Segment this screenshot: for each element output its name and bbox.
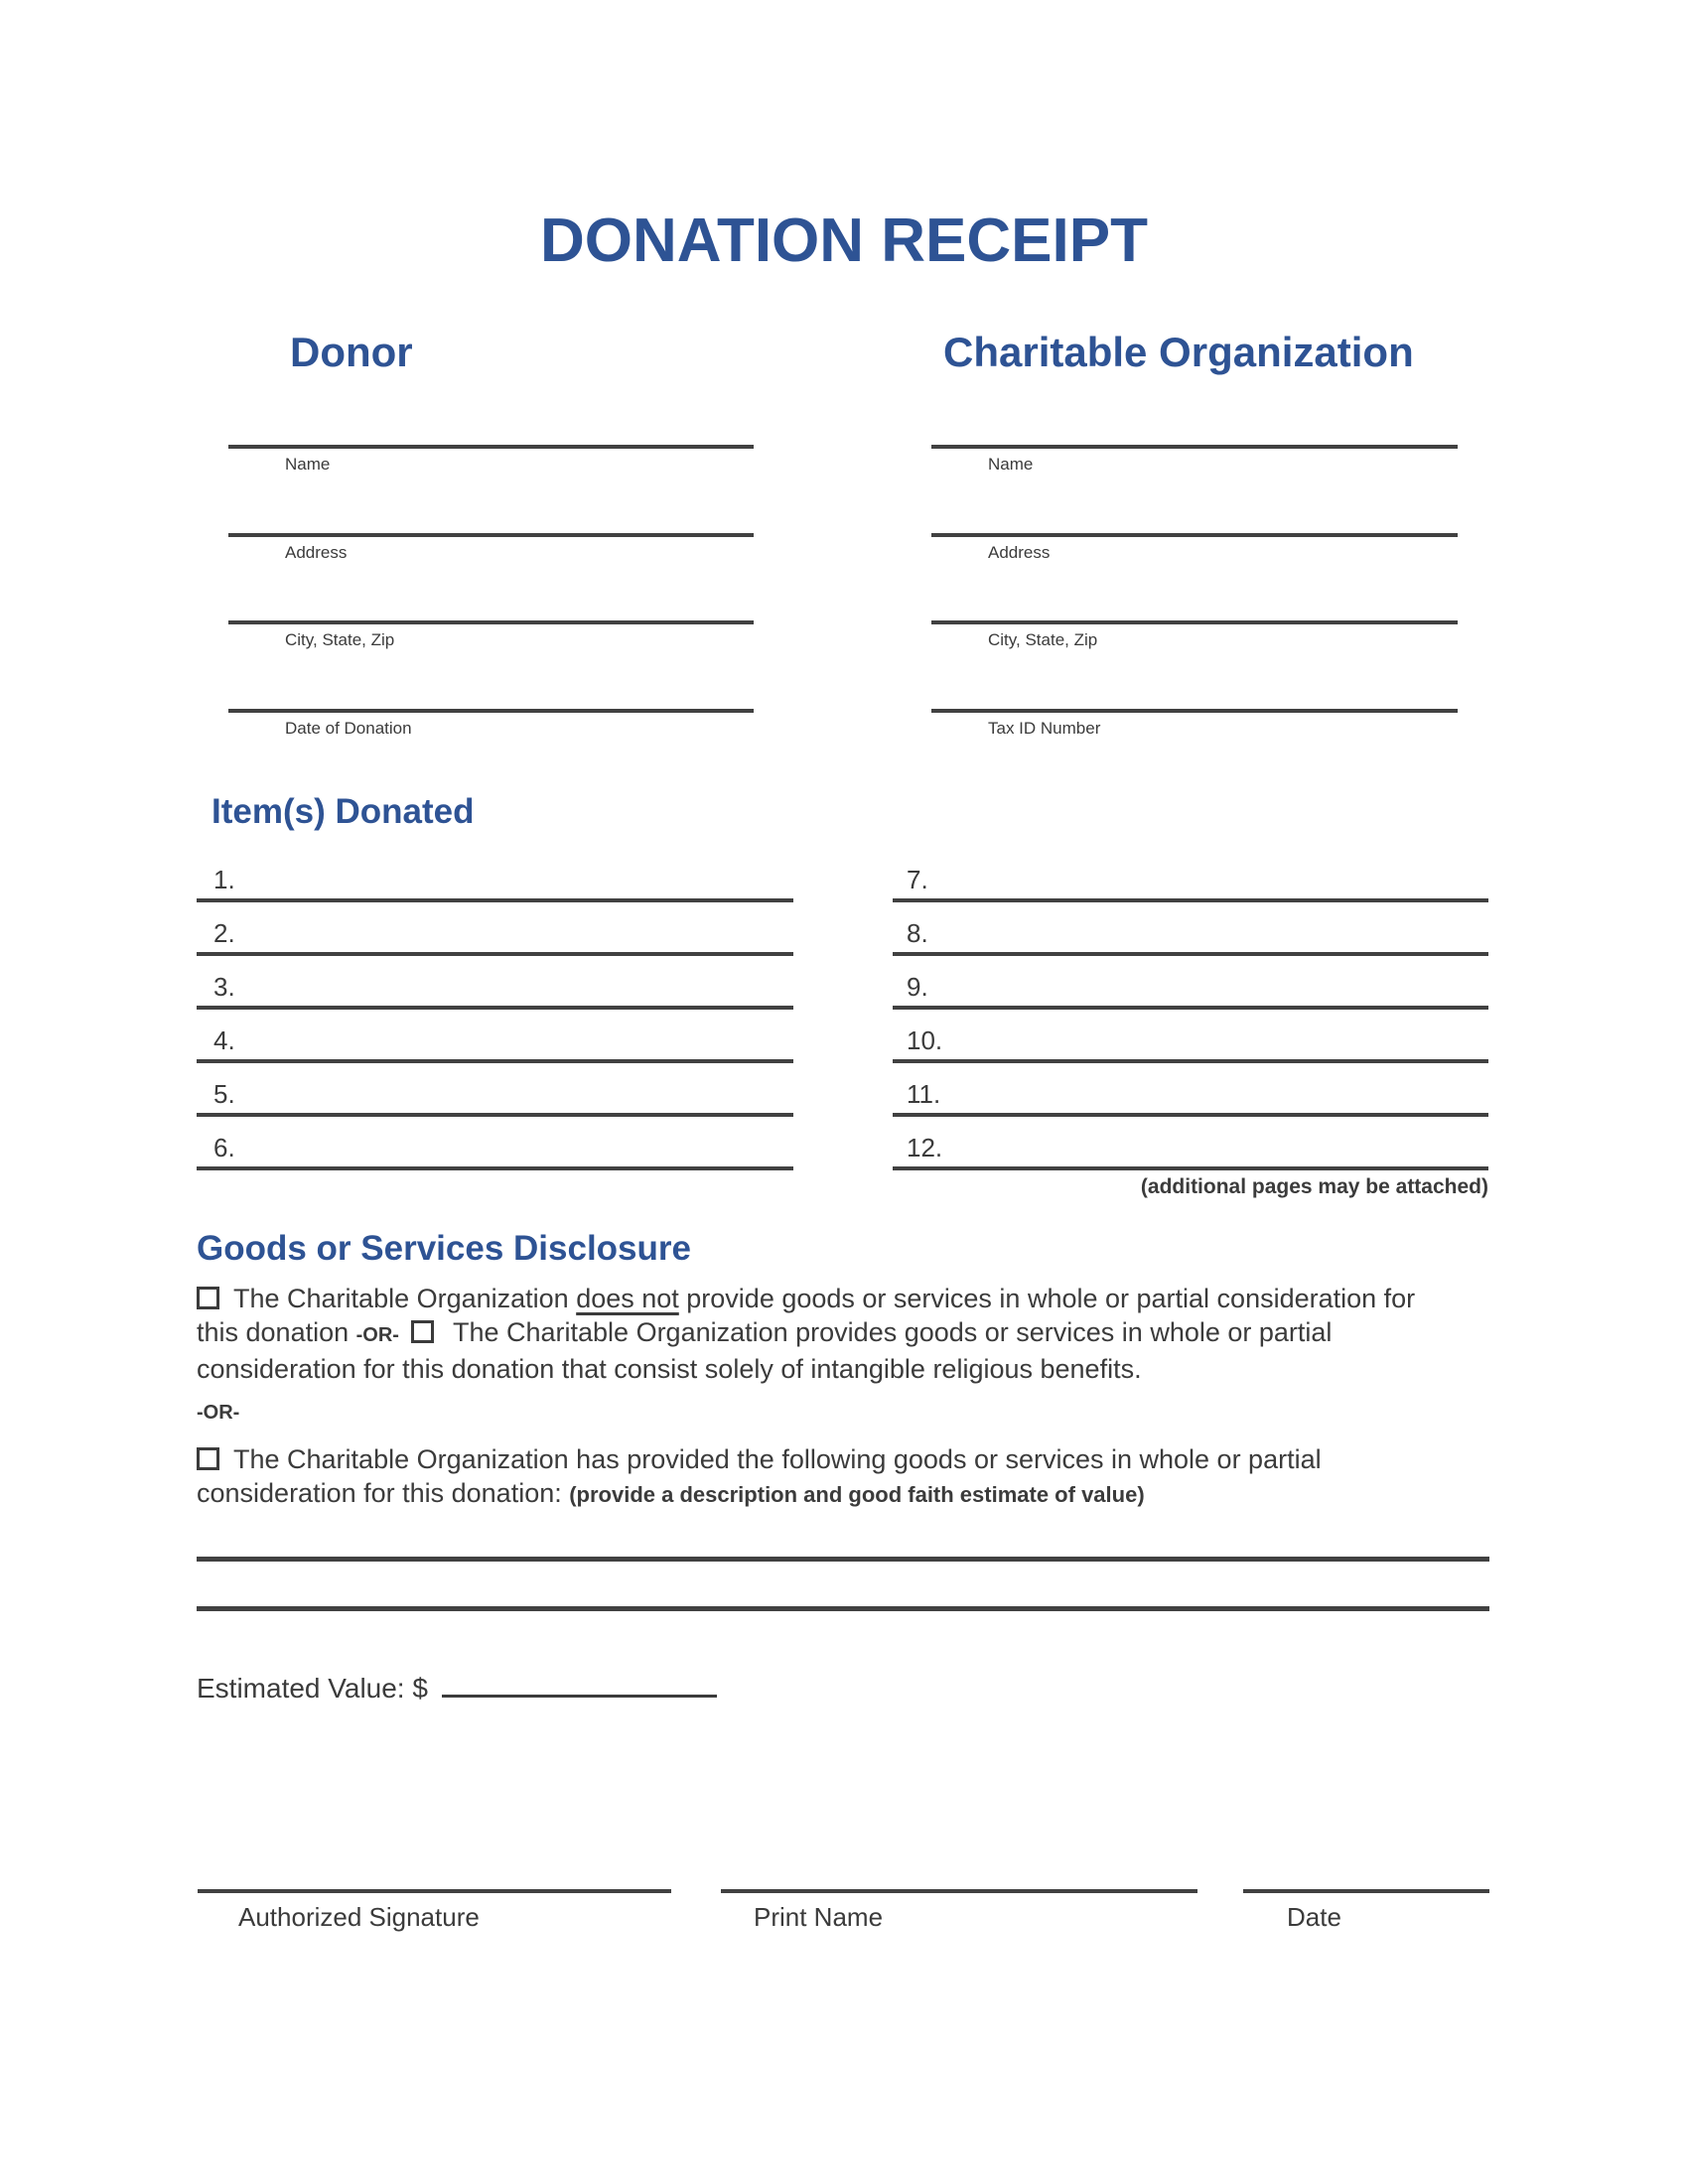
- org-city-state-zip-line[interactable]: [931, 620, 1458, 624]
- org-name-line[interactable]: [931, 445, 1458, 449]
- page-title: DONATION RECEIPT: [540, 206, 1148, 275]
- description-line-1[interactable]: [197, 1557, 1489, 1562]
- donor-address-label: Address: [285, 543, 348, 562]
- donor-address-line[interactable]: [228, 533, 754, 537]
- item-line-1[interactable]: [197, 898, 793, 902]
- item-line-8[interactable]: [893, 952, 1488, 956]
- donor-name-line[interactable]: [228, 445, 754, 449]
- item-number-1: 1.: [213, 865, 235, 894]
- checkbox-no-goods-provided[interactable]: [197, 1287, 219, 1309]
- items-heading: Item(s) Donated: [211, 792, 475, 831]
- item-number-3: 3.: [213, 972, 235, 1002]
- authorized-signature-line[interactable]: [198, 1889, 671, 1893]
- org-name-label: Name: [988, 455, 1034, 474]
- disclosure-p1-underlined: does not: [576, 1284, 679, 1313]
- print-name-label: Print Name: [754, 1902, 884, 1932]
- item-line-6[interactable]: [197, 1166, 793, 1170]
- item-number-4: 4.: [213, 1025, 235, 1055]
- disclosure-p1-or: -OR-: [355, 1324, 399, 1346]
- disclosure-paragraph-1: [197, 1282, 1438, 1386]
- org-tax-id-label: Tax ID Number: [988, 719, 1101, 738]
- disclosure-p1-text-3: The Charitable Organization provides goods or services in whole or partial consideration for this donation that consist solely of intangible religious benefits.: [197, 1317, 1333, 1384]
- donor-date-line[interactable]: [228, 709, 754, 713]
- estimated-value-blank[interactable]: [442, 1668, 717, 1698]
- item-number-11: 11.: [907, 1079, 941, 1109]
- checkbox-intangible-religious-benefits[interactable]: [411, 1320, 434, 1343]
- org-tax-id-line[interactable]: [931, 709, 1458, 713]
- item-line-4[interactable]: [197, 1059, 793, 1063]
- item-number-10: 10.: [907, 1025, 943, 1055]
- checkbox-goods-provided[interactable]: [197, 1447, 219, 1470]
- item-line-5[interactable]: [197, 1113, 793, 1117]
- item-number-2: 2.: [213, 918, 235, 948]
- org-address-line[interactable]: [931, 533, 1458, 537]
- disclosure-heading: Goods or Services Disclosure: [197, 1229, 691, 1268]
- date-line[interactable]: [1243, 1889, 1489, 1893]
- item-number-9: 9.: [907, 972, 928, 1002]
- item-line-7[interactable]: [893, 898, 1488, 902]
- donor-heading: Donor: [290, 329, 413, 375]
- item-number-8: 8.: [907, 918, 928, 948]
- date-label: Date: [1287, 1902, 1341, 1932]
- item-line-2[interactable]: [197, 952, 793, 956]
- item-number-6: 6.: [213, 1133, 235, 1162]
- item-line-12[interactable]: [893, 1166, 1488, 1170]
- item-line-11[interactable]: [893, 1113, 1488, 1117]
- or-separator: -OR-: [197, 1402, 240, 1424]
- donor-name-label: Name: [285, 455, 331, 474]
- item-line-3[interactable]: [197, 1006, 793, 1010]
- disclosure-paragraph-2: [197, 1442, 1438, 1512]
- item-number-12: 12.: [907, 1133, 943, 1162]
- item-line-10[interactable]: [893, 1059, 1488, 1063]
- estimated-value-row: [197, 1668, 717, 1705]
- item-number-7: 7.: [907, 865, 928, 894]
- donor-city-state-zip-label: City, State, Zip: [285, 630, 395, 649]
- organization-heading: Charitable Organization: [943, 329, 1414, 375]
- estimated-value-label: Estimated Value: $: [197, 1673, 428, 1704]
- org-address-label: Address: [988, 543, 1051, 562]
- additional-pages-note: (additional pages may be attached): [1140, 1175, 1488, 1198]
- disclosure-p1-text-1: The Charitable Organization: [233, 1284, 577, 1313]
- item-line-9[interactable]: [893, 1006, 1488, 1010]
- donor-date-label: Date of Donation: [285, 719, 412, 738]
- disclosure-p2-note: (provide a description and good faith estimate of value): [569, 1482, 1145, 1507]
- disclosure-p2-text: The Charitable Organization has provided the following goods or services in whole or partial consideration for this donation:: [197, 1444, 1322, 1508]
- description-line-2[interactable]: [197, 1606, 1489, 1611]
- print-name-line[interactable]: [721, 1889, 1197, 1893]
- disclosure-p1-text-2: provide goods or services in whole or partial consideration for this donation: [197, 1284, 1416, 1347]
- item-number-5: 5.: [213, 1079, 235, 1109]
- authorized-signature-label: Authorized Signature: [238, 1902, 480, 1932]
- donor-city-state-zip-line[interactable]: [228, 620, 754, 624]
- org-city-state-zip-label: City, State, Zip: [988, 630, 1098, 649]
